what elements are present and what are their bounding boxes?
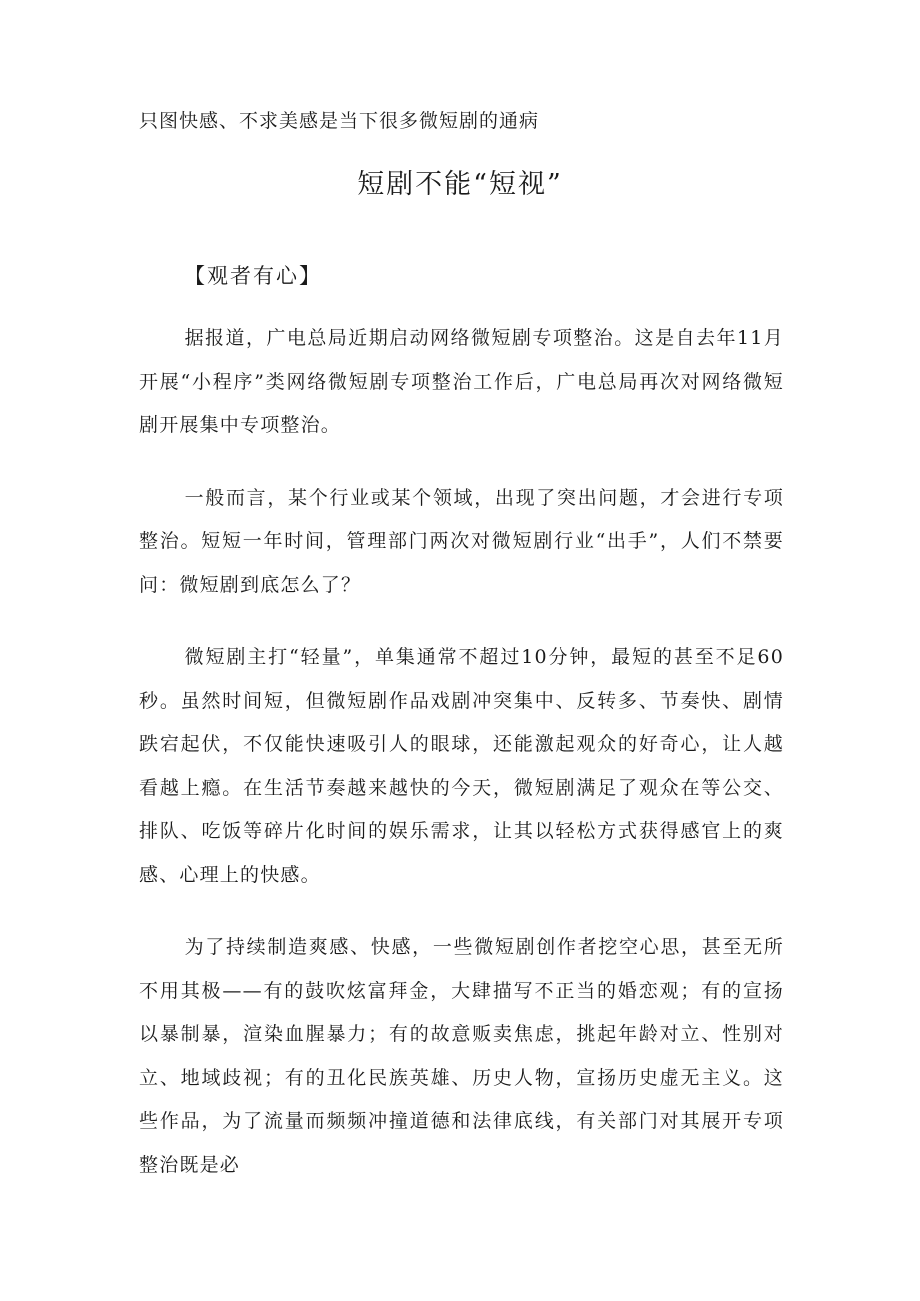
paragraph-1: 据报道，广电总局近期启动网络微短剧专项整治。这是自去年11月开展“小程序”类网络微短剧专项整治工作后，广电总局再次对网络微短剧开展集中专项整治。 — [139, 327, 784, 436]
column-label: 【观者有心】 — [184, 264, 322, 288]
paragraph-2: 一般而言，某个行业或某个领域，出现了突出问题，才会进行专项整治。短短一年时间，管理部门两次对微短剧行业“出手”，人们不禁要问：微短剧到底怎么了？ — [139, 486, 784, 596]
article-title: 短剧不能“短视” — [357, 169, 563, 200]
article-subtitle: 只图快感、不求美感是当下很多微短剧的通病 — [139, 110, 540, 132]
paragraph-4: 为了持续制造爽感、快感，一些微短剧创作者挖空心思，甚至无所不用其极——有的鼓吹炫富拜金，大肆描写不正当的婚恋观；有的宣扬以暴制暴，渲染血腥暴力；有的故意贩卖焦虑，挑起年龄对立、性别对立、地域歧视；有的丑化民族英雄、历史人物，宣扬历史虚无主义。这些作品，为了流量而频频冲撞道德和法律底线，有关部门对其展开专项整治既是必 — [139, 936, 784, 1176]
paragraph-3: 微短剧主打“轻量”，单集通常不超过10分钟，最短的甚至不足60秒。虽然时间短，但微短剧作品戏剧冲突集中、反转多、节奏快、剧情跌宕起伏，不仅能快速吸引人的眼球，还能激起观众的好奇心，让人越看越上瘾。在生活节奏越来越快的今天，微短剧满足了观众在等公交、排队、吃饭等碎片化时间的娱乐需求，让其以轻松方式获得感官上的爽感、心理上的快感。 — [139, 646, 784, 886]
article-body — [139, 262, 784, 1216]
